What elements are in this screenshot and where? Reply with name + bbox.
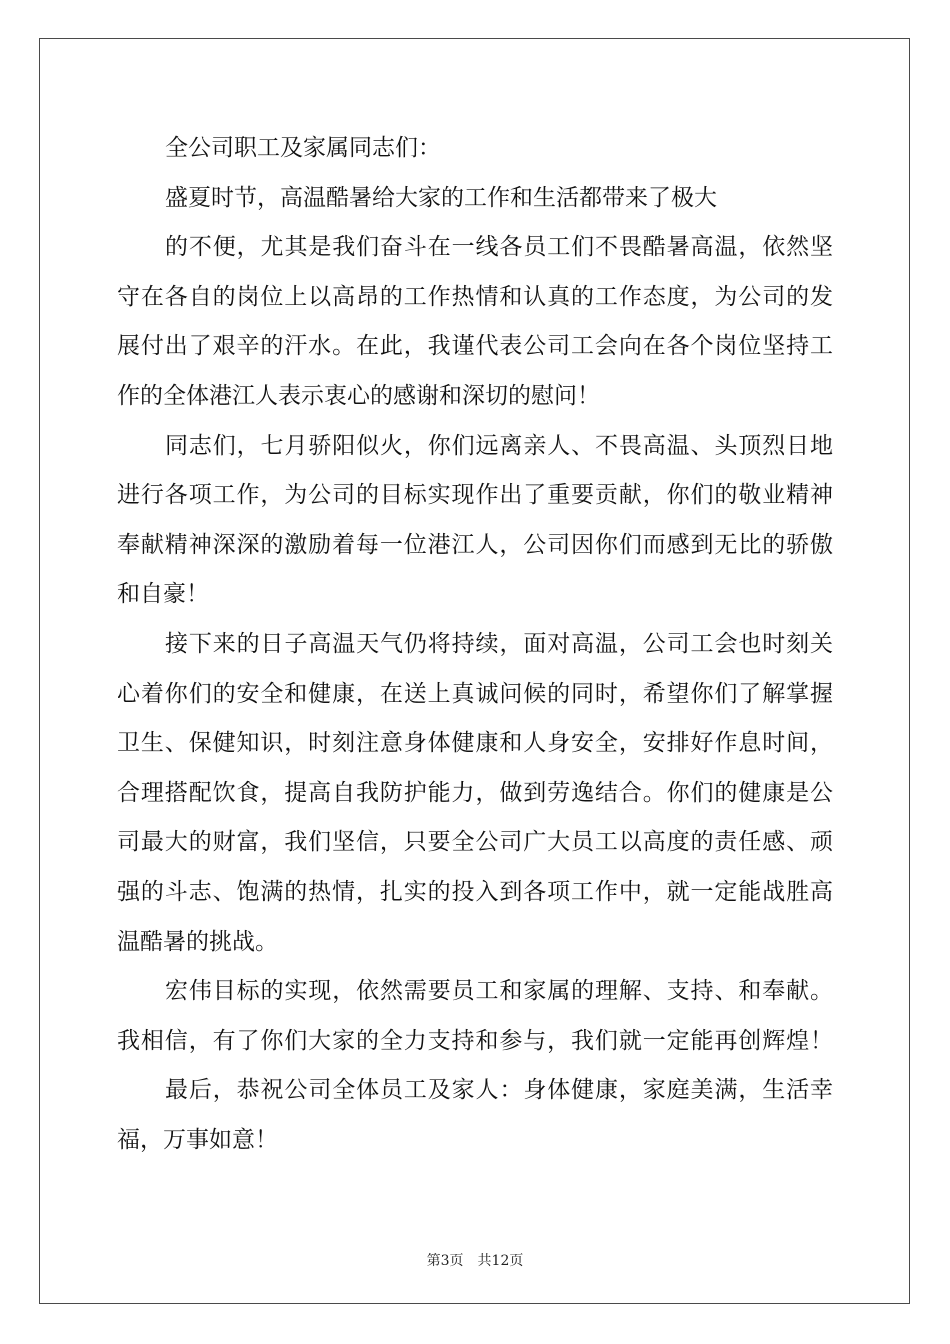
text-line: 作的全体港江人表示衷心的感谢和深切的慰问！ — [117, 382, 600, 409]
text-line: 进行各项工作，为公司的目标实现作出了重要贡献，你们的敬业精神 — [117, 482, 833, 509]
text-line: 的不便，尤其是我们奋斗在一线各员工们不畏酷暑高温，依然坚 — [165, 234, 833, 261]
page-footer — [0, 1250, 950, 1270]
text-line: 同志们，七月骄阳似火，你们远离亲人、不畏高温、头顶烈日地 — [165, 432, 833, 459]
text-line: 合理搭配饮食，提高自我防护能力，做到劳逸结合。你们的健康是公 — [117, 779, 833, 806]
text-line: 全公司职工及家属同志们： — [165, 135, 441, 161]
document-body — [117, 128, 833, 1169]
text-line: 我相信，有了你们大家的全力支持和参与，我们就一定能再创辉煌！ — [117, 1027, 833, 1054]
text-line: 强的斗志、饱满的热情，扎实的投入到各项工作中，就一定能战胜高 — [117, 878, 833, 905]
text-line: 展付出了艰辛的汗水。在此，我谨代表公司工会向在各个岗位坚持工 — [117, 333, 833, 360]
page-total: 共12页 — [477, 1253, 524, 1269]
text-line: 守在各自的岗位上以高昂的工作热情和认真的工作态度，为公司的发 — [117, 283, 833, 310]
text-line: 卫生、保健知识，时刻注意身体健康和人身安全，安排好作息时间， — [117, 730, 833, 757]
text-line: 温酷暑的挑战。 — [117, 928, 278, 955]
text-line: 和自豪！ — [117, 581, 209, 608]
text-line: 最后，恭祝公司全体员工及家人：身体健康，家庭美满，生活幸 — [165, 1077, 833, 1104]
text-line: 接下来的日子高温天气仍将持续，面对高温，公司工会也时刻关 — [165, 630, 833, 657]
text-line: 司最大的财富，我们坚信，只要全公司广大员工以高度的责任感、顽 — [117, 829, 833, 856]
text-line: 盛夏时节，高温酷暑给大家的工作和生活都带来了极大 — [165, 184, 717, 211]
text-line: 福，万事如意！ — [117, 1126, 278, 1153]
text-line: 宏伟目标的实现，依然需要员工和家属的理解、支持、和奉献。 — [165, 978, 833, 1005]
text-line: 奉献精神深深的激励着每一位港江人，公司因你们而感到无比的骄傲 — [117, 531, 833, 558]
page-number: 第3页 — [426, 1253, 464, 1269]
text-line: 心着你们的安全和健康，在送上真诚问候的同时，希望你们了解掌握 — [117, 680, 833, 707]
